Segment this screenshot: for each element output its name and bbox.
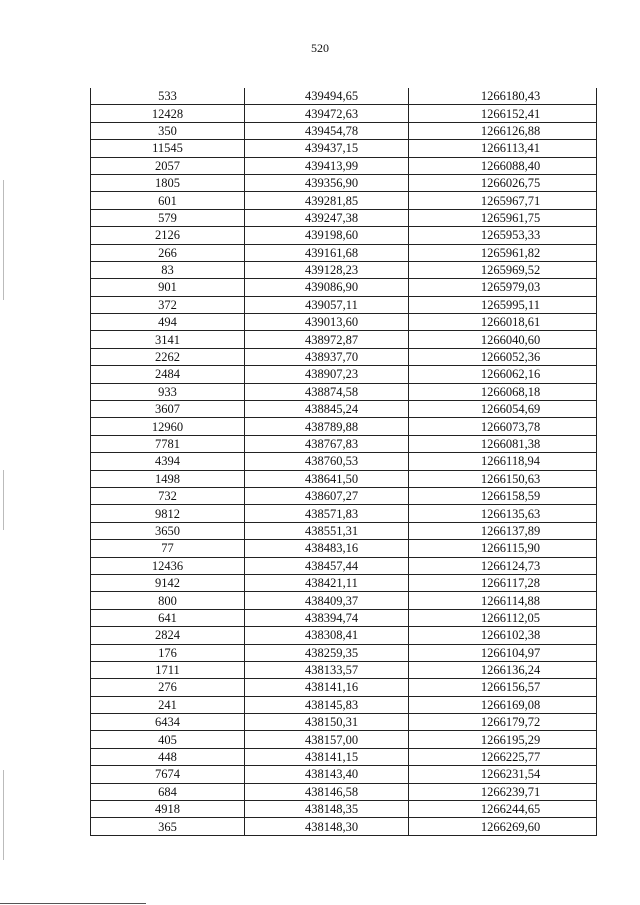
y-coordinate-cell: 1265953,33 [409, 227, 597, 244]
table-row [91, 331, 597, 348]
x-coordinate-cell: 438789,88 [245, 418, 409, 435]
x-coordinate-cell: 438571,83 [245, 505, 409, 522]
point-number-cell: 4918 [91, 801, 245, 818]
x-coordinate-cell: 438907,23 [245, 366, 409, 383]
point-number-cell: 533 [91, 88, 245, 105]
x-coordinate-cell: 439281,85 [245, 192, 409, 209]
table-row [91, 644, 597, 661]
y-coordinate-cell: 1266244,65 [409, 801, 597, 818]
point-number-cell: 83 [91, 261, 245, 278]
point-number-cell: 3607 [91, 401, 245, 418]
x-coordinate-cell: 438845,24 [245, 401, 409, 418]
point-number-cell: 12960 [91, 418, 245, 435]
x-coordinate-cell: 438607,27 [245, 487, 409, 504]
x-coordinate-cell: 438421,11 [245, 574, 409, 591]
y-coordinate-cell: 1266073,78 [409, 418, 597, 435]
x-coordinate-cell: 438259,35 [245, 644, 409, 661]
x-coordinate-cell: 438760,53 [245, 453, 409, 470]
y-coordinate-cell: 1265961,82 [409, 244, 597, 261]
point-number-cell: 266 [91, 244, 245, 261]
point-number-cell: 2057 [91, 157, 245, 174]
point-number-cell: 1711 [91, 661, 245, 678]
point-number-cell: 2484 [91, 366, 245, 383]
table-row [91, 627, 597, 644]
x-coordinate-cell: 439472,63 [245, 105, 409, 122]
point-number-cell: 448 [91, 748, 245, 765]
point-number-cell: 684 [91, 783, 245, 800]
x-coordinate-cell: 439454,78 [245, 122, 409, 139]
y-coordinate-cell: 1266062,16 [409, 366, 597, 383]
table-row [91, 174, 597, 191]
scan-edge-mark [3, 770, 4, 860]
x-coordinate-cell: 439437,15 [245, 140, 409, 157]
y-coordinate-cell: 1266118,94 [409, 453, 597, 470]
point-number-cell: 3650 [91, 522, 245, 539]
y-coordinate-cell: 1266225,77 [409, 748, 597, 765]
x-coordinate-cell: 438150,31 [245, 714, 409, 731]
y-coordinate-cell: 1266239,71 [409, 783, 597, 800]
point-number-cell: 276 [91, 679, 245, 696]
point-number-cell: 901 [91, 279, 245, 296]
point-number-cell: 12428 [91, 105, 245, 122]
table-row [91, 557, 597, 574]
x-coordinate-cell: 438145,83 [245, 696, 409, 713]
y-coordinate-cell: 1266081,38 [409, 435, 597, 452]
table-row [91, 122, 597, 139]
point-number-cell: 9812 [91, 505, 245, 522]
y-coordinate-cell: 1266026,75 [409, 174, 597, 191]
point-number-cell: 641 [91, 609, 245, 626]
x-coordinate-cell: 438146,58 [245, 783, 409, 800]
table-row [91, 227, 597, 244]
table-row [91, 714, 597, 731]
point-number-cell: 241 [91, 696, 245, 713]
point-number-cell: 7674 [91, 766, 245, 783]
table-row [91, 88, 597, 105]
table-row [91, 783, 597, 800]
x-coordinate-cell: 439057,11 [245, 296, 409, 313]
y-coordinate-cell: 1265979,03 [409, 279, 597, 296]
y-coordinate-cell: 1266104,97 [409, 644, 597, 661]
y-coordinate-cell: 1266135,63 [409, 505, 597, 522]
x-coordinate-cell: 439198,60 [245, 227, 409, 244]
point-number-cell: 2824 [91, 627, 245, 644]
point-number-cell: 579 [91, 209, 245, 226]
y-coordinate-cell: 1266195,29 [409, 731, 597, 748]
x-coordinate-cell: 439413,99 [245, 157, 409, 174]
x-coordinate-cell: 438133,57 [245, 661, 409, 678]
x-coordinate-cell: 438308,41 [245, 627, 409, 644]
table-row [91, 140, 597, 157]
table-row [91, 679, 597, 696]
table-row [91, 383, 597, 400]
table-row [91, 209, 597, 226]
y-coordinate-cell: 1265967,71 [409, 192, 597, 209]
y-coordinate-cell: 1266117,28 [409, 574, 597, 591]
table-row [91, 592, 597, 609]
y-coordinate-cell: 1266115,90 [409, 540, 597, 557]
point-number-cell: 11545 [91, 140, 245, 157]
point-number-cell: 3141 [91, 331, 245, 348]
y-coordinate-cell: 1265969,52 [409, 261, 597, 278]
table-row [91, 748, 597, 765]
table-row [91, 279, 597, 296]
x-coordinate-cell: 439161,68 [245, 244, 409, 261]
point-number-cell: 9142 [91, 574, 245, 591]
y-coordinate-cell: 1266158,59 [409, 487, 597, 504]
table-row [91, 435, 597, 452]
table-row [91, 505, 597, 522]
x-coordinate-cell: 438143,40 [245, 766, 409, 783]
y-coordinate-cell: 1266040,60 [409, 331, 597, 348]
page-number: 520 [311, 41, 329, 55]
table-row [91, 522, 597, 539]
y-coordinate-cell: 1266179,72 [409, 714, 597, 731]
y-coordinate-cell: 1266137,89 [409, 522, 597, 539]
x-coordinate-cell: 439494,65 [245, 88, 409, 105]
y-coordinate-cell: 1266112,05 [409, 609, 597, 626]
y-coordinate-cell: 1266136,24 [409, 661, 597, 678]
table-row [91, 487, 597, 504]
table-row [91, 366, 597, 383]
x-coordinate-cell: 438767,83 [245, 435, 409, 452]
table-row [91, 801, 597, 818]
table-row [91, 696, 597, 713]
footnote-rule [0, 903, 146, 904]
point-number-cell: 933 [91, 383, 245, 400]
point-number-cell: 12436 [91, 557, 245, 574]
point-number-cell: 732 [91, 487, 245, 504]
point-number-cell: 7781 [91, 435, 245, 452]
point-number-cell: 494 [91, 314, 245, 331]
point-number-cell: 405 [91, 731, 245, 748]
y-coordinate-cell: 1266269,60 [409, 818, 597, 835]
table-row [91, 540, 597, 557]
table-row [91, 470, 597, 487]
table-row [91, 574, 597, 591]
point-number-cell: 176 [91, 644, 245, 661]
x-coordinate-cell: 438394,74 [245, 609, 409, 626]
point-number-cell: 365 [91, 818, 245, 835]
x-coordinate-cell: 438551,31 [245, 522, 409, 539]
x-coordinate-cell: 438148,35 [245, 801, 409, 818]
table-row [91, 453, 597, 470]
table-row [91, 766, 597, 783]
table-row [91, 105, 597, 122]
x-coordinate-cell: 438937,70 [245, 348, 409, 365]
point-number-cell: 6434 [91, 714, 245, 731]
x-coordinate-cell: 438148,30 [245, 818, 409, 835]
x-coordinate-cell: 439128,23 [245, 261, 409, 278]
coordinates-table-body [91, 88, 597, 835]
table-row [91, 348, 597, 365]
y-coordinate-cell: 1266156,57 [409, 679, 597, 696]
x-coordinate-cell: 438483,16 [245, 540, 409, 557]
x-coordinate-cell: 439086,90 [245, 279, 409, 296]
table-row [91, 244, 597, 261]
y-coordinate-cell: 1266126,88 [409, 122, 597, 139]
table-row [91, 661, 597, 678]
table-row [91, 192, 597, 209]
point-number-cell: 800 [91, 592, 245, 609]
y-coordinate-cell: 1266068,18 [409, 383, 597, 400]
y-coordinate-cell: 1265995,11 [409, 296, 597, 313]
y-coordinate-cell: 1266088,40 [409, 157, 597, 174]
table-row [91, 818, 597, 835]
coordinates-table [90, 88, 597, 836]
point-number-cell: 2262 [91, 348, 245, 365]
y-coordinate-cell: 1266102,38 [409, 627, 597, 644]
y-coordinate-cell: 1265961,75 [409, 209, 597, 226]
x-coordinate-cell: 439013,60 [245, 314, 409, 331]
coordinates-table-container [90, 88, 596, 836]
y-coordinate-cell: 1266231,54 [409, 766, 597, 783]
point-number-cell: 2126 [91, 227, 245, 244]
y-coordinate-cell: 1266114,88 [409, 592, 597, 609]
x-coordinate-cell: 439356,90 [245, 174, 409, 191]
x-coordinate-cell: 438141,15 [245, 748, 409, 765]
y-coordinate-cell: 1266113,41 [409, 140, 597, 157]
x-coordinate-cell: 438157,00 [245, 731, 409, 748]
table-row [91, 157, 597, 174]
scan-edge-mark [3, 470, 4, 530]
y-coordinate-cell: 1266180,43 [409, 88, 597, 105]
y-coordinate-cell: 1266152,41 [409, 105, 597, 122]
point-number-cell: 1805 [91, 174, 245, 191]
table-row [91, 418, 597, 435]
x-coordinate-cell: 438874,58 [245, 383, 409, 400]
y-coordinate-cell: 1266124,73 [409, 557, 597, 574]
x-coordinate-cell: 439247,38 [245, 209, 409, 226]
scan-edge-mark [3, 180, 4, 300]
table-row [91, 731, 597, 748]
table-row [91, 401, 597, 418]
point-number-cell: 4394 [91, 453, 245, 470]
point-number-cell: 601 [91, 192, 245, 209]
y-coordinate-cell: 1266054,69 [409, 401, 597, 418]
x-coordinate-cell: 438972,87 [245, 331, 409, 348]
y-coordinate-cell: 1266018,61 [409, 314, 597, 331]
table-row [91, 314, 597, 331]
y-coordinate-cell: 1266052,36 [409, 348, 597, 365]
table-row [91, 609, 597, 626]
point-number-cell: 77 [91, 540, 245, 557]
y-coordinate-cell: 1266169,08 [409, 696, 597, 713]
x-coordinate-cell: 438141,16 [245, 679, 409, 696]
x-coordinate-cell: 438457,44 [245, 557, 409, 574]
point-number-cell: 1498 [91, 470, 245, 487]
y-coordinate-cell: 1266150,63 [409, 470, 597, 487]
x-coordinate-cell: 438641,50 [245, 470, 409, 487]
x-coordinate-cell: 438409,37 [245, 592, 409, 609]
table-row [91, 261, 597, 278]
table-row [91, 296, 597, 313]
point-number-cell: 350 [91, 122, 245, 139]
point-number-cell: 372 [91, 296, 245, 313]
